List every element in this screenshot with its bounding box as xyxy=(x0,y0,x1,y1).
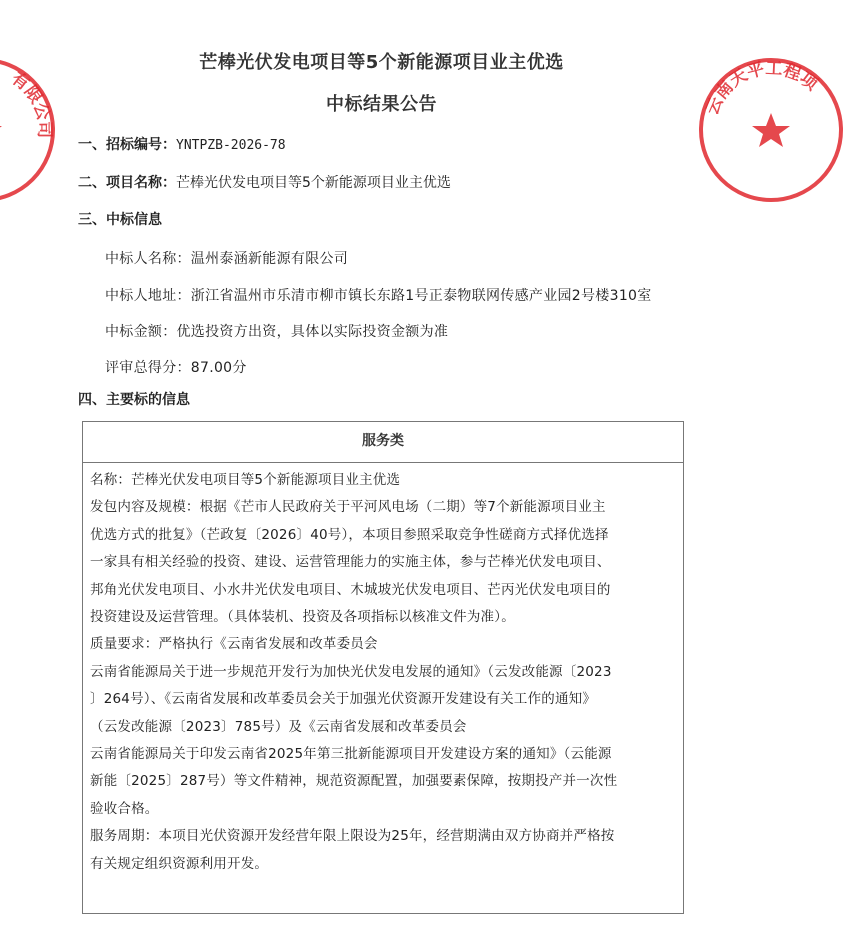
section-winning-info xyxy=(78,209,162,229)
section-main-subject xyxy=(78,389,190,409)
service-line: 名称：芒棒光伏发电项目等5个新能源项目业主优选 xyxy=(90,472,401,488)
service-line: （云发改能源〔2023〕785号）及《云南省发展和改革委员会 xyxy=(90,718,467,735)
service-table xyxy=(82,421,684,914)
winner-address: 中标人地址：浙江省温州市乐清市柳市镇长东路1号正泰物联网传感产业园2号楼310室 xyxy=(105,288,652,304)
service-table-header: 服务类 xyxy=(83,422,683,463)
project-name-value: 芒棒光伏发电项目等5个新能源项目业主优选 xyxy=(176,175,451,191)
seal-text-right: 云南天平工程项 xyxy=(702,58,822,118)
company-seal-stamp-right xyxy=(696,55,846,205)
service-table-body xyxy=(83,463,683,878)
announcement-title-line2: 中标结果公告 xyxy=(326,94,437,115)
service-line: 服务周期：本项目光伏资源开发经营年限上限设为25年，经营期满由双方协商并严格按 xyxy=(90,828,615,845)
service-line: 邦角光伏发电项目、小水井光伏发电项目、木城坡光伏发电项目、芒丙光伏发电项目的 xyxy=(90,581,611,598)
service-line: 云南省能源局关于进一步规范开发行为加快光伏发电发展的通知》（云发改能源〔2023 xyxy=(90,663,612,680)
service-line: 云南省能源局关于印发云南省2025年第三批新能源项目开发建设方案的通知》（云能源 xyxy=(90,746,612,763)
service-line: 〕264号）、《云南省发展和改革委员会关于加强光伏资源开发建设有关工作的通知》 xyxy=(90,691,597,708)
service-line: 有关规定组织资源利用开发。 xyxy=(90,855,269,872)
service-line: 一家具有相关经验的投资、建设、运营管理能力的实施主体，参与芒棒光伏发电项目、 xyxy=(90,554,611,571)
winner-name: 中标人名称：温州泰涵新能源有限公司 xyxy=(105,251,349,267)
seal-text-left: 有限公司 xyxy=(7,68,55,139)
review-score: 评审总得分：87.00分 xyxy=(105,360,247,376)
service-line: 优选方式的批复》（芒政复〔2026〕40号），本项目参照采取竞争性磋商方式择优选择 xyxy=(90,526,609,543)
service-line: 新能〔2025〕287号）等文件精神，规范资源配置，加强要素保障，按期投产并一次性 xyxy=(90,773,618,790)
tender-number-value: YNTPZB-2026-78 xyxy=(176,138,286,153)
announcement-title-line1: 芒棒光伏发电项目等5个新能源项目业主优选 xyxy=(199,52,564,73)
section-label: 二、项目名称： xyxy=(78,175,176,191)
svg-text:有限公司 xyxy=(7,68,54,139)
section-label: 四、主要标的信息 xyxy=(78,392,190,408)
service-line: 质量要求：严格执行《云南省发展和改革委员会 xyxy=(90,636,378,653)
service-line: 投资建设及运营管理。（具体装机、投资及各项指标以核准文件为准）。 xyxy=(90,609,515,626)
service-line: 发包内容及规模：根据《芒市人民政府关于平河风电场（二期）等7个新能源项目业主 xyxy=(90,499,606,516)
section-tender-number xyxy=(78,134,286,154)
company-seal-stamp-left xyxy=(0,55,58,205)
section-label: 三、中标信息 xyxy=(78,212,162,228)
winner-amount: 中标金额：优选投资方出资，具体以实际投资金额为准 xyxy=(105,324,449,340)
section-project-name xyxy=(78,172,451,192)
service-line: 验收合格。 xyxy=(90,800,159,817)
section-label: 一、招标编号： xyxy=(78,137,176,153)
